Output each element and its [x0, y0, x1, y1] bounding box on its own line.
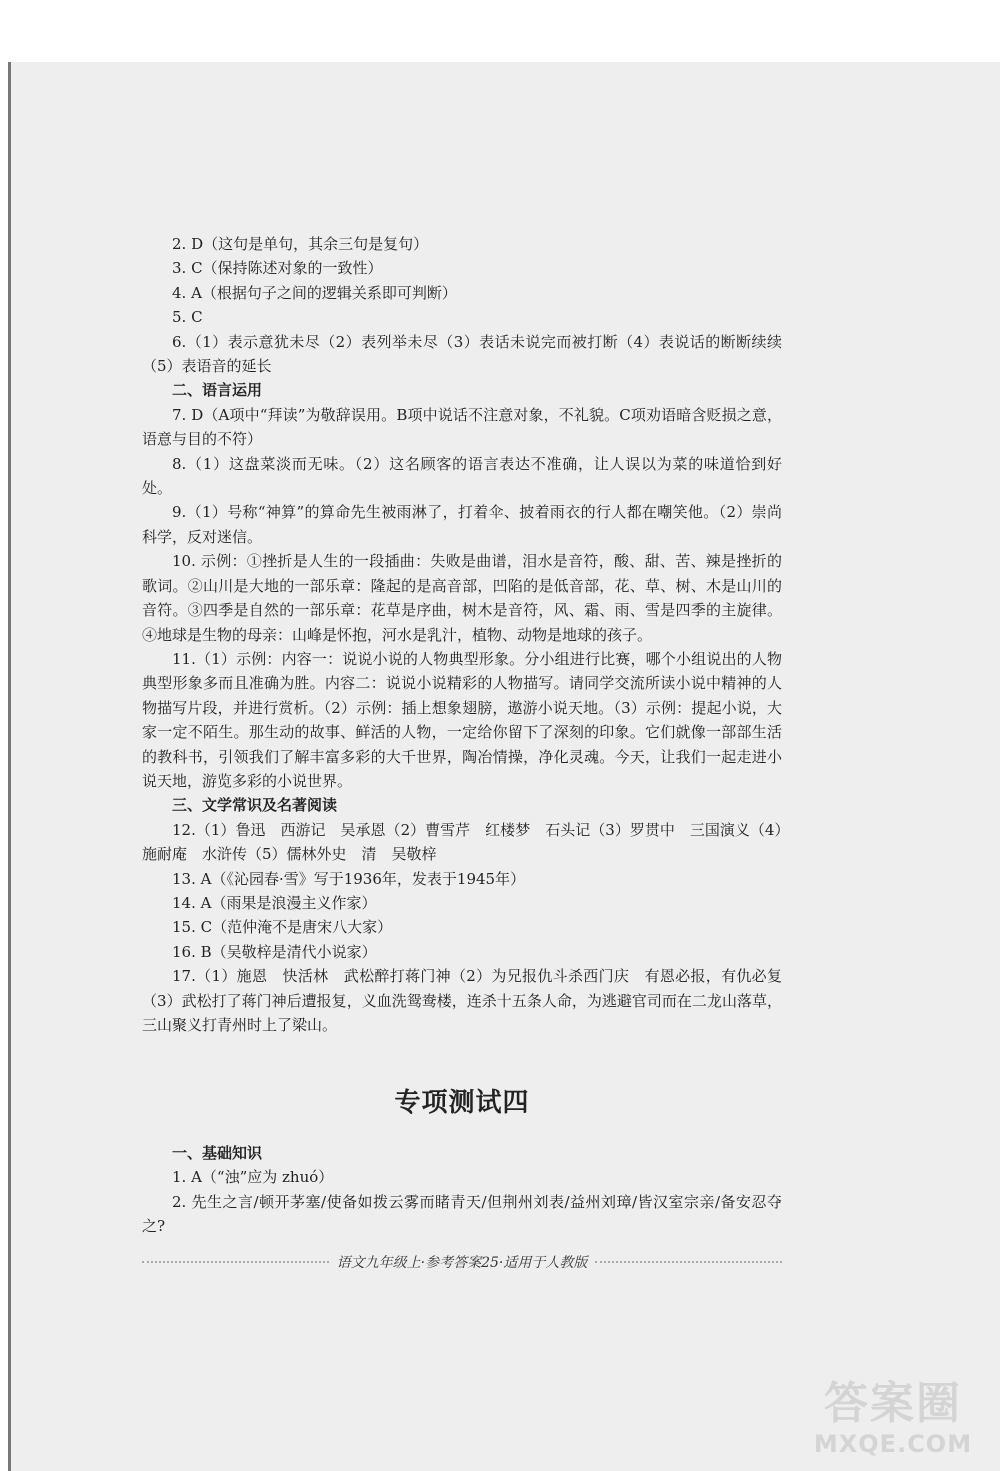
answer-line: 13. A（《沁园春·雪》写于1936年，发表于1945年）	[172, 869, 526, 888]
answer-line: 6.（1）表示意犹未尽（2）表列举未尽（3）表话未说完而被打断（4）表说话的断断续续（5）表语音的延长	[142, 332, 782, 376]
answer-line: 4. A（根据句子之间的逻辑关系即可判断）	[172, 283, 457, 302]
answer-line: 2. 先生之言/顿开茅塞/使备如拨云雾而睹青天/但荆州刘表/益州刘璋/皆汉室宗亲/备安忍夺之?	[142, 1192, 782, 1236]
answer-line: 16. B（吴敬梓是清代小说家）	[172, 942, 377, 961]
answer-line: 14. A（雨果是浪漫主义作家）	[172, 893, 377, 912]
footer-text: 语文九年级上·参考答案25·适用于人教版	[336, 1255, 588, 1271]
answer-line: 10. 示例：①挫折是人生的一段插曲：失败是曲谱，泪水是音符，酸、甜、苦、辣是挫折的歌词。②山川是大地的一部乐章：隆起的是高音部，凹陷的是低音部，花、草、树、木是山川的音符。③四季是自然的一部乐章：花草是序曲，树木是音符，风、霜、雨、雪是四季的主旋律。④地球是生物的母亲：山峰是怀抱，河水是乳汁，植物、动物是地球的孩子。	[142, 552, 782, 644]
answer-line: 9.（1）号称“神算”的算命先生被雨淋了，打着伞、披着雨衣的行人都在嘲笑他。（2）崇尚科学，反对迷信。	[142, 503, 782, 546]
watermark-logo: 答案圈	[824, 1378, 962, 1429]
section-heading: 一、基础知识	[172, 1144, 263, 1162]
footer-divider-right	[595, 1261, 782, 1263]
answer-line: 5. C	[172, 308, 203, 327]
watermark	[798, 1370, 988, 1460]
answer-line: 2. D（这句是单句，其余三句是复句）	[172, 235, 429, 253]
answer-content	[142, 232, 782, 1037]
page-footer	[142, 1252, 782, 1272]
scan-edge	[8, 62, 11, 1471]
answer-line: 15. C（范仲淹不是唐宋八大家）	[172, 918, 393, 937]
watermark-url: MXQE.COM	[813, 1430, 973, 1458]
answer-line: 7. D（A项中“拜读”为敬辞误用。B项中说话不注意对象，不礼貌。C项劝语暗含贬损之意，语意与目的不符）	[142, 405, 782, 449]
footer-divider-left	[142, 1261, 329, 1263]
section-heading: 三、文学常识及名著阅读	[172, 796, 338, 815]
answer-line: 3. C（保持陈述对象的一致性）	[172, 259, 383, 278]
answer-line: 11.（1）示例：内容一：说说小说的人物典型形象。分小组进行比赛，哪个小组说出的人物典型形象多而且准确为胜。内容二：说说小说精彩的人物描写。请同学交流所读小说中精神的人物描写片段，并进行赏析。（2）示例：插上想象翅膀，遨游小说天地。（3）示例：提起小说，大家一定不陌生。那生动的故事、鲜活的人物，一定给你留下了深刻的印象。它们就像一部部生活的教科书，引领我们了解丰富多彩的大千世界，陶冶情操，净化灵魂。今天，让我们一起走进小说天地，游览多彩的小说世界。	[142, 649, 782, 790]
section-heading: 二、语言运用	[172, 381, 263, 400]
answer-content-2	[142, 1141, 782, 1239]
answer-line: 8.（1）这盘菜淡而无味。（2）这名顾客的语言表达不准确，让人误以为菜的味道恰到好处。	[142, 454, 782, 498]
answer-line: 12.（1）鲁迅 西游记 吴承恩（2）曹雪芹 红楼梦 石头记（3）罗贯中 三国演义（4）施耐庵 水浒传（5）儒林外史 清 吴敬梓	[142, 820, 782, 864]
section-title: 专项测试四	[394, 1088, 530, 1118]
answer-line: 1. A（“浊”应为 zhuó）	[172, 1168, 334, 1187]
answer-line: 17.（1）施恩 快活林 武松醉打蒋门神（2）为兄报仇斗杀西门庆 有恩必报，有仇必复（3）武松打了蒋门神后遭报复，义血洗鸳鸯楼，连杀十五条人命，为逃避官司而在二龙山落草，三山聚义打青州时上了梁山。	[142, 967, 782, 1034]
